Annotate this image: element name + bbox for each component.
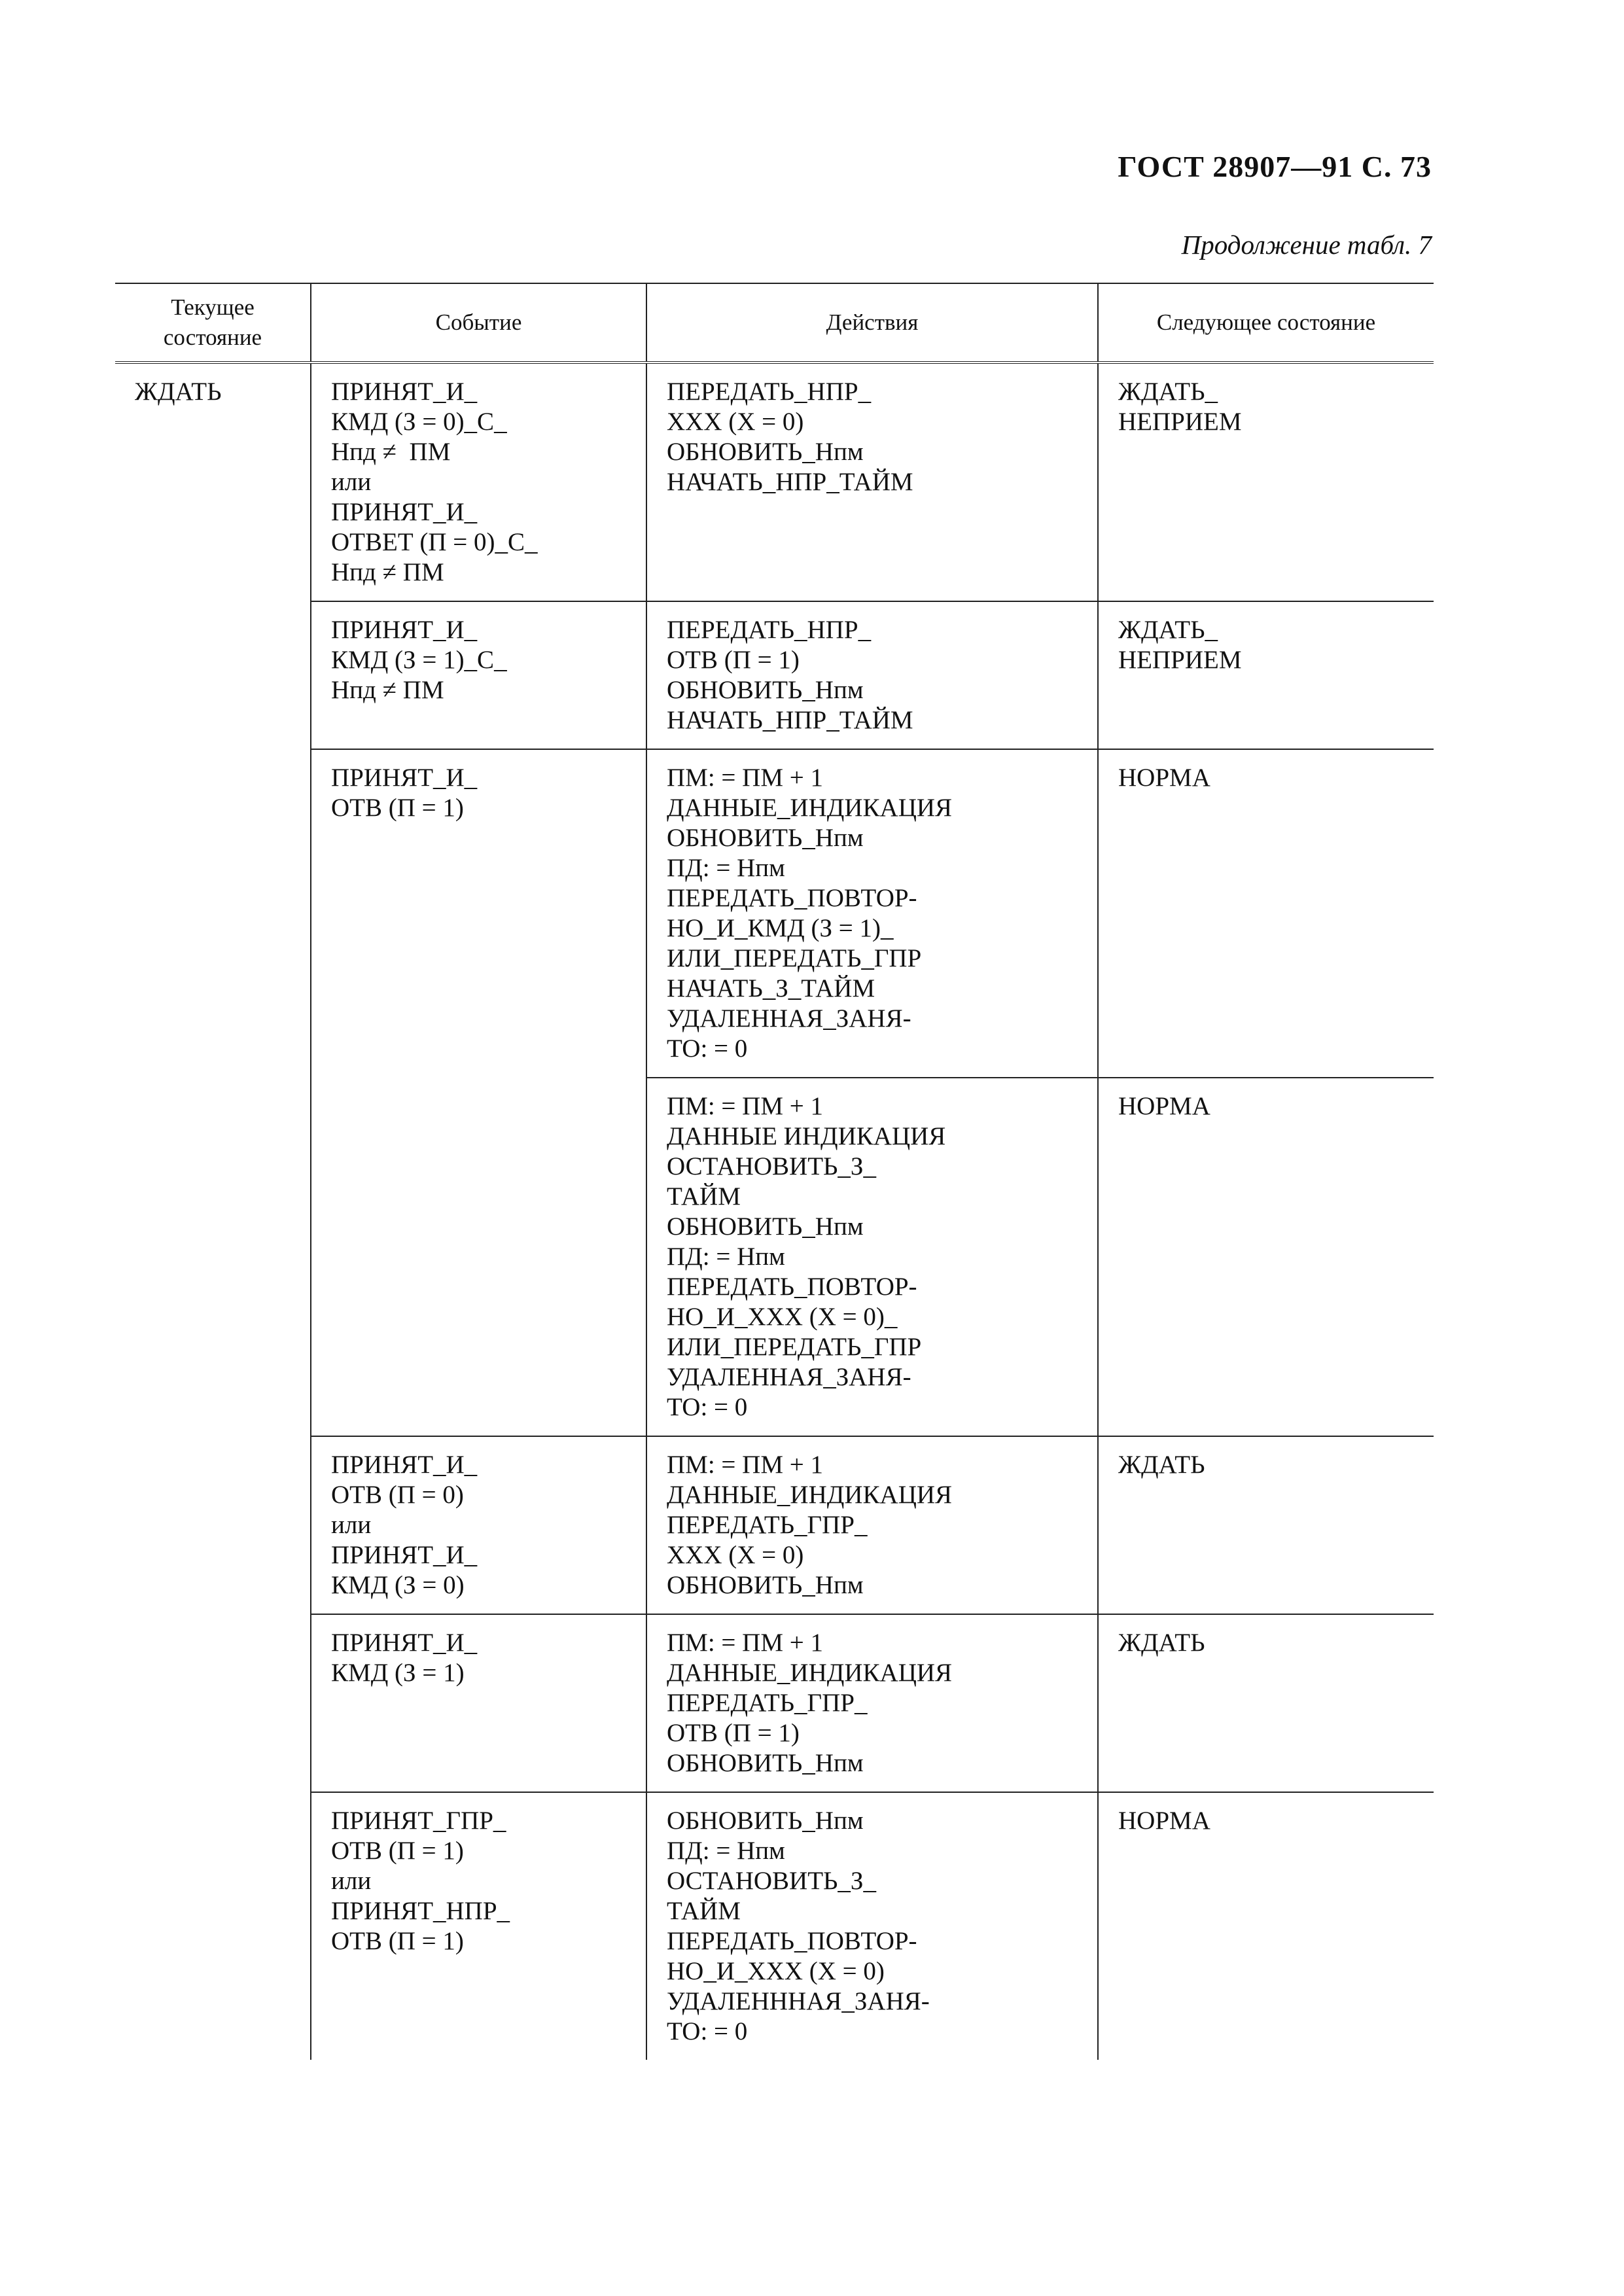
actions-cell [646,1436,1098,1614]
state-transition-table [115,283,1434,2060]
table-row [115,749,1434,1078]
column-header-actions: Действия [646,283,1098,362]
current-state-value: ЖДАТЬ [135,378,222,406]
event-cell [311,1436,646,1614]
next-state-text: ЖДАТЬ [1118,1451,1205,1479]
next-state-text: ЖДАТЬ_ НЕПРИЕМ [1118,616,1242,674]
actions-text: ПМ: = ПМ + 1 ДАННЫЕ_ИНДИКАЦИЯ ОБНОВИТЬ_Нпм ПД: = Нпм ПЕРЕДАТЬ_ПОВТОР- НО_И_КМД (З = 1)_ ИЛИ_ПЕРЕДАТЬ_ГПР НАЧАТЬ_З_ТАЙМ УДАЛЕННАЯ_ЗАНЯ- ТО: = 0 [667,764,953,1063]
next-state-cell [1098,1614,1434,1792]
actions-cell [646,601,1098,749]
event-cell [311,362,646,601]
next-state-cell [1098,1436,1434,1614]
table-row [115,1436,1434,1614]
actions-cell [646,1078,1098,1436]
event-text: ПРИНЯТ_И_ КМД (З = 0)_С_ Нпд ≠ ПМ или ПРИНЯТ_И_ ОТВЕТ (П = 0)_С_ Нпд ≠ ПМ [331,378,538,586]
event-text: ПРИНЯТ_И_ КМД (З = 1) [331,1629,478,1687]
event-text: ПРИНЯТ_И_ ОТВ (П = 0) или ПРИНЯТ_И_ КМД (З = 0) [331,1451,478,1599]
next-state-cell [1098,749,1434,1078]
event-text: ПРИНЯТ_И_ ОТВ (П = 1) [331,764,478,822]
column-header-current-state [115,283,311,362]
table-row [115,1614,1434,1792]
event-cell [311,601,646,749]
event-cell [311,1614,646,1792]
next-state-text: НОРМА [1118,1092,1210,1120]
event-text: ПРИНЯТ_ГПР_ ОТВ (П = 1) или ПРИНЯТ_НПР_ ОТВ (П = 1) [331,1807,510,1955]
event-cell [311,749,646,1436]
actions-text: ПМ: = ПМ + 1 ДАННЫЕ_ИНДИКАЦИЯ ПЕРЕДАТЬ_ГПР_ ХХХ (Х = 0) ОБНОВИТЬ_Нпм [667,1451,953,1599]
next-state-cell [1098,362,1434,601]
actions-cell [646,362,1098,601]
column-header-event: Событие [311,283,646,362]
next-state-cell [1098,1078,1434,1436]
next-state-cell [1098,1792,1434,2060]
next-state-text: ЖДАТЬ [1118,1629,1205,1657]
actions-text: ПЕРЕДАТЬ_НПР_ ОТВ (П = 1) ОБНОВИТЬ_Нпм НАЧАТЬ_НПР_ТАЙМ [667,616,913,734]
table-row [115,601,1434,749]
next-state-text: ЖДАТЬ_ НЕПРИЕМ [1118,378,1242,436]
actions-text: ПМ: = ПМ + 1 ДАННЫЕ ИНДИКАЦИЯ ОСТАНОВИТЬ_З_ ТАЙМ ОБНОВИТЬ_Нпм ПД: = Нпм ПЕРЕДАТЬ_ПОВТОР- НО_И_ХХХ (Х = 0)_ ИЛИ_ПЕРЕДАТЬ_ГПР УДАЛЕННАЯ_ЗАНЯ- ТО: = 0 [667,1092,946,1421]
next-state-text: НОРМА [1118,1807,1210,1835]
current-state-cell [115,362,311,2060]
table-continuation-label: Продолжение табл. 7 [1181,230,1432,260]
event-text: ПРИНЯТ_И_ КМД (З = 1)_С_ Нпд ≠ ПМ [331,616,507,704]
table-row [115,1792,1434,2060]
event-cell [311,1792,646,2060]
actions-cell [646,1614,1098,1792]
column-header-label: Текущее состояние [163,294,262,350]
actions-text: ОБНОВИТЬ_Нпм ПД: = Нпм ОСТАНОВИТЬ_З_ ТАЙМ ПЕРЕДАТЬ_ПОВТОР- НО_И_ХХХ (Х = 0) УДАЛЕНННАЯ_ЗАНЯ- ТО: = 0 [667,1807,930,2045]
table-header-row [115,283,1434,362]
table-row [115,362,1434,601]
next-state-text: НОРМА [1118,764,1210,792]
actions-cell [646,749,1098,1078]
column-header-next-state: Следующее состояние [1098,283,1434,362]
next-state-cell [1098,601,1434,749]
actions-text: ПЕРЕДАТЬ_НПР_ ХХХ (Х = 0) ОБНОВИТЬ_Нпм НАЧАТЬ_НПР_ТАЙМ [667,378,913,496]
actions-text: ПМ: = ПМ + 1 ДАННЫЕ_ИНДИКАЦИЯ ПЕРЕДАТЬ_ГПР_ ОТВ (П = 1) ОБНОВИТЬ_Нпм [667,1629,953,1777]
actions-cell [646,1792,1098,2060]
page-header: ГОСТ 28907—91 С. 73 [1118,150,1432,183]
